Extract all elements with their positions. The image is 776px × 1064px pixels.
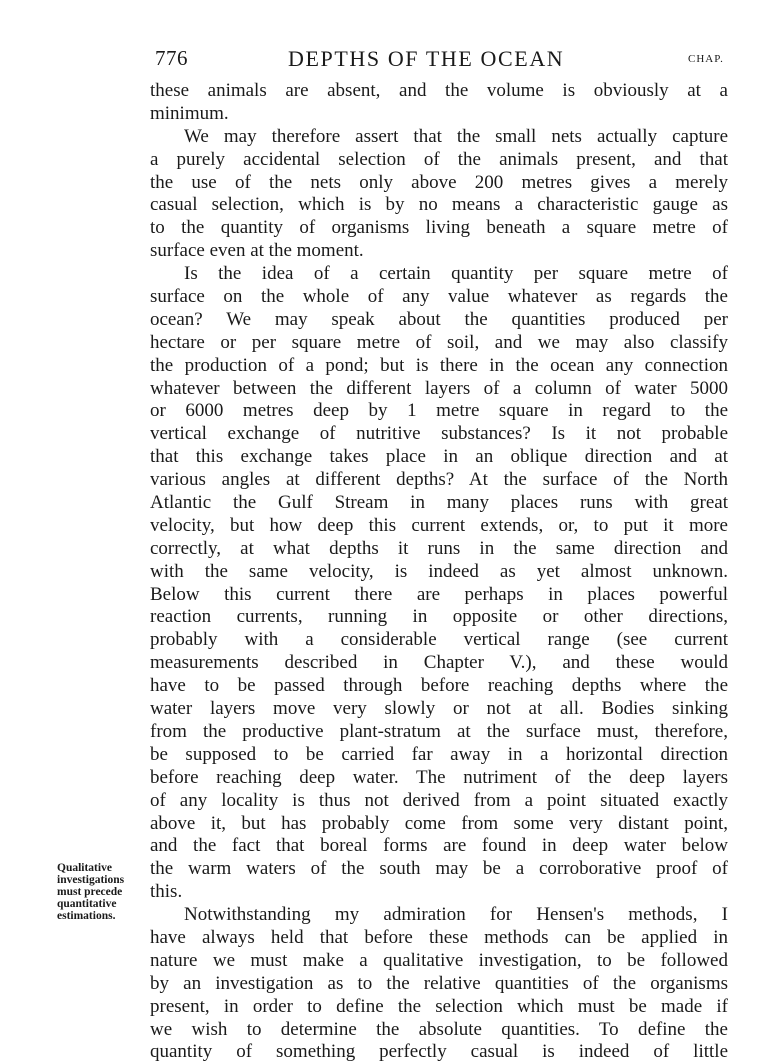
text-line: measurements described in Chapter V.), and these would [150,652,728,674]
text-line: vertical exchange of nutritive substances? Is it not probable [150,423,728,445]
text-line: the use of the nets only above 200 metres gives a merely [150,171,728,193]
text-line: probably with a considerable vertical range (see current [150,629,728,651]
text-line: these animals are absent, and the volume is obviously at a [150,80,728,101]
text-line: above it, but has probably come from some very distant point, [150,812,728,834]
text-line: the warm waters of the south may be a corroborative proof of [150,858,728,880]
text-line: a purely accidental selection of the animals present, and that [150,148,728,170]
text-line: velocity, but how deep this current extends, or, to put it more [150,514,728,536]
text-line: have always held that before these methods can be applied in [150,926,728,948]
text-line: of any locality is thus not derived from a point situated exactly [150,789,728,811]
text-line: minimum. [150,102,229,124]
marginal-note-line: quantitative [57,898,117,910]
text-line: We may therefore assert that the small nets actually capture [184,125,728,147]
text-line: to the quantity of organisms living beneath a square metre of [150,217,728,239]
marginal-note-line: must precede [57,886,123,898]
text-line: Notwithstanding my admiration for Hensen's methods, I [184,904,728,926]
text-line: Below this current there are perhaps in places powerful [150,583,728,605]
text-line: present, in order to define the selection which must be made if [150,995,728,1017]
text-line: correctly, at what depths it runs in the same direction and [150,537,728,559]
text-line: with the same velocity, is indeed as yet almost unknown. [150,560,728,582]
text-line: by an investigation as to the relative quantities of the organisms [150,972,728,994]
body-text [150,80,728,1064]
text-line: Is the idea of a certain quantity per square metre of [184,263,728,285]
text-line: Atlantic the Gulf Stream in many places runs with great [150,492,728,514]
marginal-note-line: Qualitative [57,862,112,874]
text-line: the production of a pond; but is there in the ocean any connection [150,354,728,376]
text-line: quantity of something perfectly casual is indeed of little [150,1041,728,1063]
text-line: before reaching deep water. The nutriment of the deep layers [150,766,728,788]
chapter-label: CHAP. [688,53,724,65]
text-line: surface on the whole of any value whatever as regards the [150,286,728,308]
text-line: this. [150,881,183,903]
marginal-note [57,862,141,922]
text-line: hectare or per square metre of soil, and we may also classify [150,331,728,353]
text-line: casual selection, which is by no means a characteristic gauge as [150,194,728,216]
running-title: DEPTHS OF THE OCEAN [288,46,565,71]
text-line: we wish to determine the absolute quantities. To define the [150,1018,728,1040]
text-line: various angles at different depths? At the surface of the North [150,469,728,491]
marginal-note-line: estimations. [57,910,116,922]
marginal-note-line: investigations [57,874,125,886]
text-line: whatever between the different layers of a column of water 5000 [150,377,728,399]
text-line: or 6000 metres deep by 1 metre square in regard to the [150,400,728,422]
text-line: and the fact that boreal forms are found in deep water below [150,835,728,857]
text-line: be supposed to be carried far away in a horizontal direction [150,743,728,765]
text-line: reaction currents, running in opposite or other directions, [150,606,728,628]
text-line: surface even at the moment. [150,240,364,262]
text-line: have to be passed through before reaching depths where the [150,675,728,697]
page-number: 776 [155,46,188,70]
text-line: nature we must make a qualitative investigation, to be followed [150,949,728,971]
text-line: ocean? We may speak about the quantities produced per [150,308,728,330]
text-line: water layers move very slowly or not at all. Bodies sinking [150,698,728,720]
text-line: from the productive plant-stratum at the surface must, therefore, [150,720,728,742]
page-header [0,46,776,76]
text-line: that this exchange takes place in an oblique direction and at [150,446,728,468]
